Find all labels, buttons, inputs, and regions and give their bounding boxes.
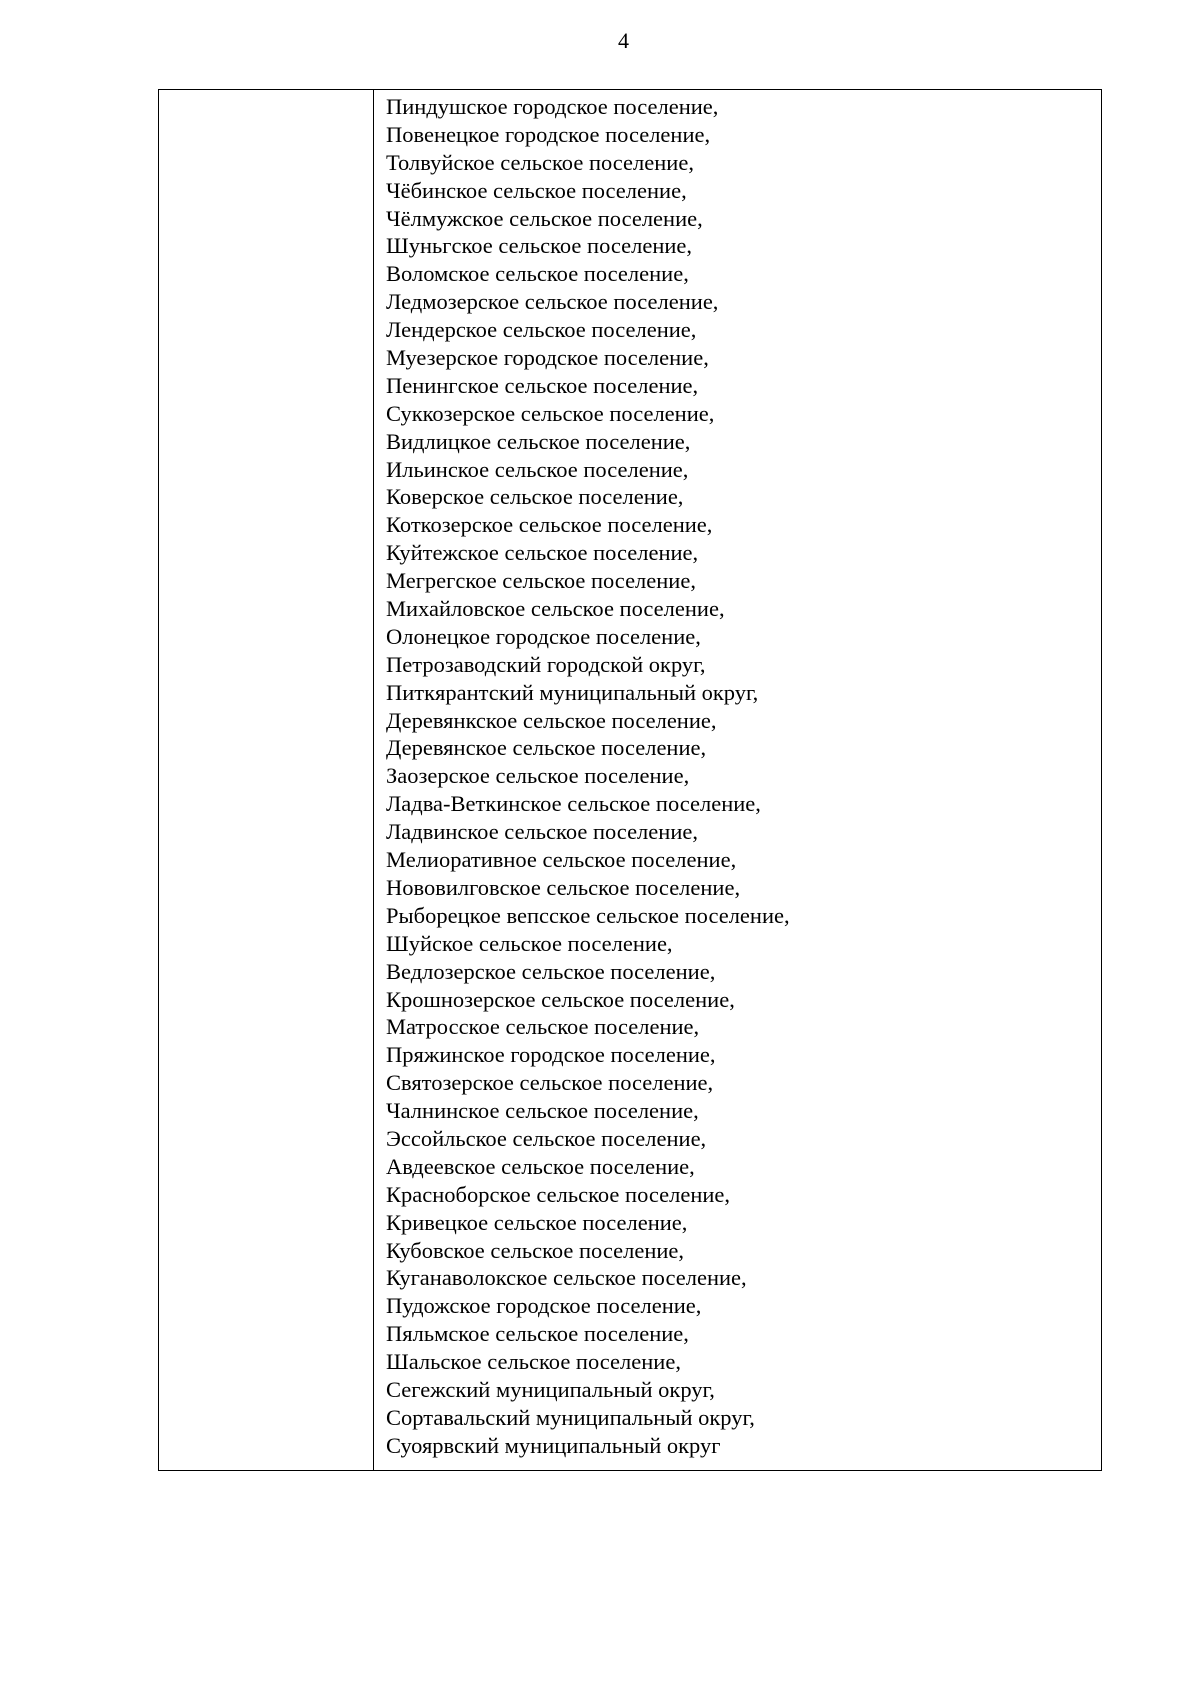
list-item: Чёбинское сельское поселение, [386,177,687,203]
list-item: Крошнозерское сельское поселение, [386,986,735,1012]
list-item: Коверское сельское поселение, [386,484,684,510]
list-item: Кубовское сельское поселение, [386,1237,685,1263]
list-item: Куйтежское сельское поселение, [386,540,699,566]
list-item: Ледмозерское сельское поселение, [386,289,719,315]
list-item: Воломское сельское поселение, [386,261,689,287]
list-item: Матросское сельское поселение, [386,1014,700,1040]
list-item: Кривецкое сельское поселение, [386,1209,688,1235]
municipality-list [386,93,1101,1460]
list-item: Сегежский муниципальный округ, [386,1376,715,1402]
list-item: Пяльмское сельское поселение, [386,1321,689,1347]
list-item: Заозерское сельское поселение, [386,763,690,789]
list-item: Лендерское сельское поселение, [386,317,697,343]
list-item: Чёлмужское сельское поселение, [386,205,703,231]
list-item: Суоярвский муниципальный округ [386,1432,721,1458]
list-item: Шуйское сельское поселение, [386,930,673,956]
list-item: Пряжинское городское поселение, [386,1042,716,1068]
list-item: Ладва-Веткинское сельское поселение, [386,791,761,817]
list-item: Михайловское сельское поселение, [386,596,725,622]
list-item: Ведлозерское сельское поселение, [386,958,716,984]
list-item: Сортавальский муниципальный округ, [386,1404,755,1430]
list-item: Красноборское сельское поселение, [386,1181,731,1207]
list-item: Мелиоративное сельское поселение, [386,847,737,873]
list-item: Рыборецкое вепсское сельское поселение, [386,902,790,928]
list-item: Пудожское городское поселение, [386,1293,702,1319]
list-item: Питкярантский муниципальный округ, [386,679,759,705]
list-item: Мегрегское сельское поселение, [386,568,696,594]
list-item: Деревянкское сельское поселение, [386,707,717,733]
list-item: Муезерское городское поселение, [386,345,709,371]
list-item: Пенингское сельское поселение, [386,372,699,398]
list-item: Суккозерское сельское поселение, [386,400,715,426]
list-item: Деревянское сельское поселение, [386,735,707,761]
list-item: Петрозаводский городской округ, [386,651,706,677]
list-item: Толвуйское сельское поселение, [386,149,694,175]
table-left-cell [159,90,374,1470]
list-item: Ильинское сельское поселение, [386,456,689,482]
list-item: Коткозерское сельское поселение, [386,512,713,538]
list-item: Шальское сельское поселение, [386,1349,681,1375]
list-item: Пиндушское городское поселение, [386,94,719,119]
list-item: Авдеевское сельское поселение, [386,1153,695,1179]
list-item: Повенецкое городское поселение, [386,121,711,147]
list-item: Видлицкое сельское поселение, [386,428,691,454]
table-right-cell [374,90,1101,1470]
list-item: Святозерское сельское поселение, [386,1070,714,1096]
list-item: Чалнинское сельское поселение, [386,1098,699,1124]
page-number: 4 [618,28,629,53]
list-item: Олонецкое городское поселение, [386,623,701,649]
list-item: Куганаволокское сельское поселение, [386,1265,747,1291]
list-item: Шуньгское сельское поселение, [386,233,693,259]
document-table [158,89,1102,1471]
list-item: Эссойльское сельское поселение, [386,1125,707,1151]
list-item: Нововилговское сельское поселение, [386,874,741,900]
list-item: Ладвинское сельское поселение, [386,819,698,845]
